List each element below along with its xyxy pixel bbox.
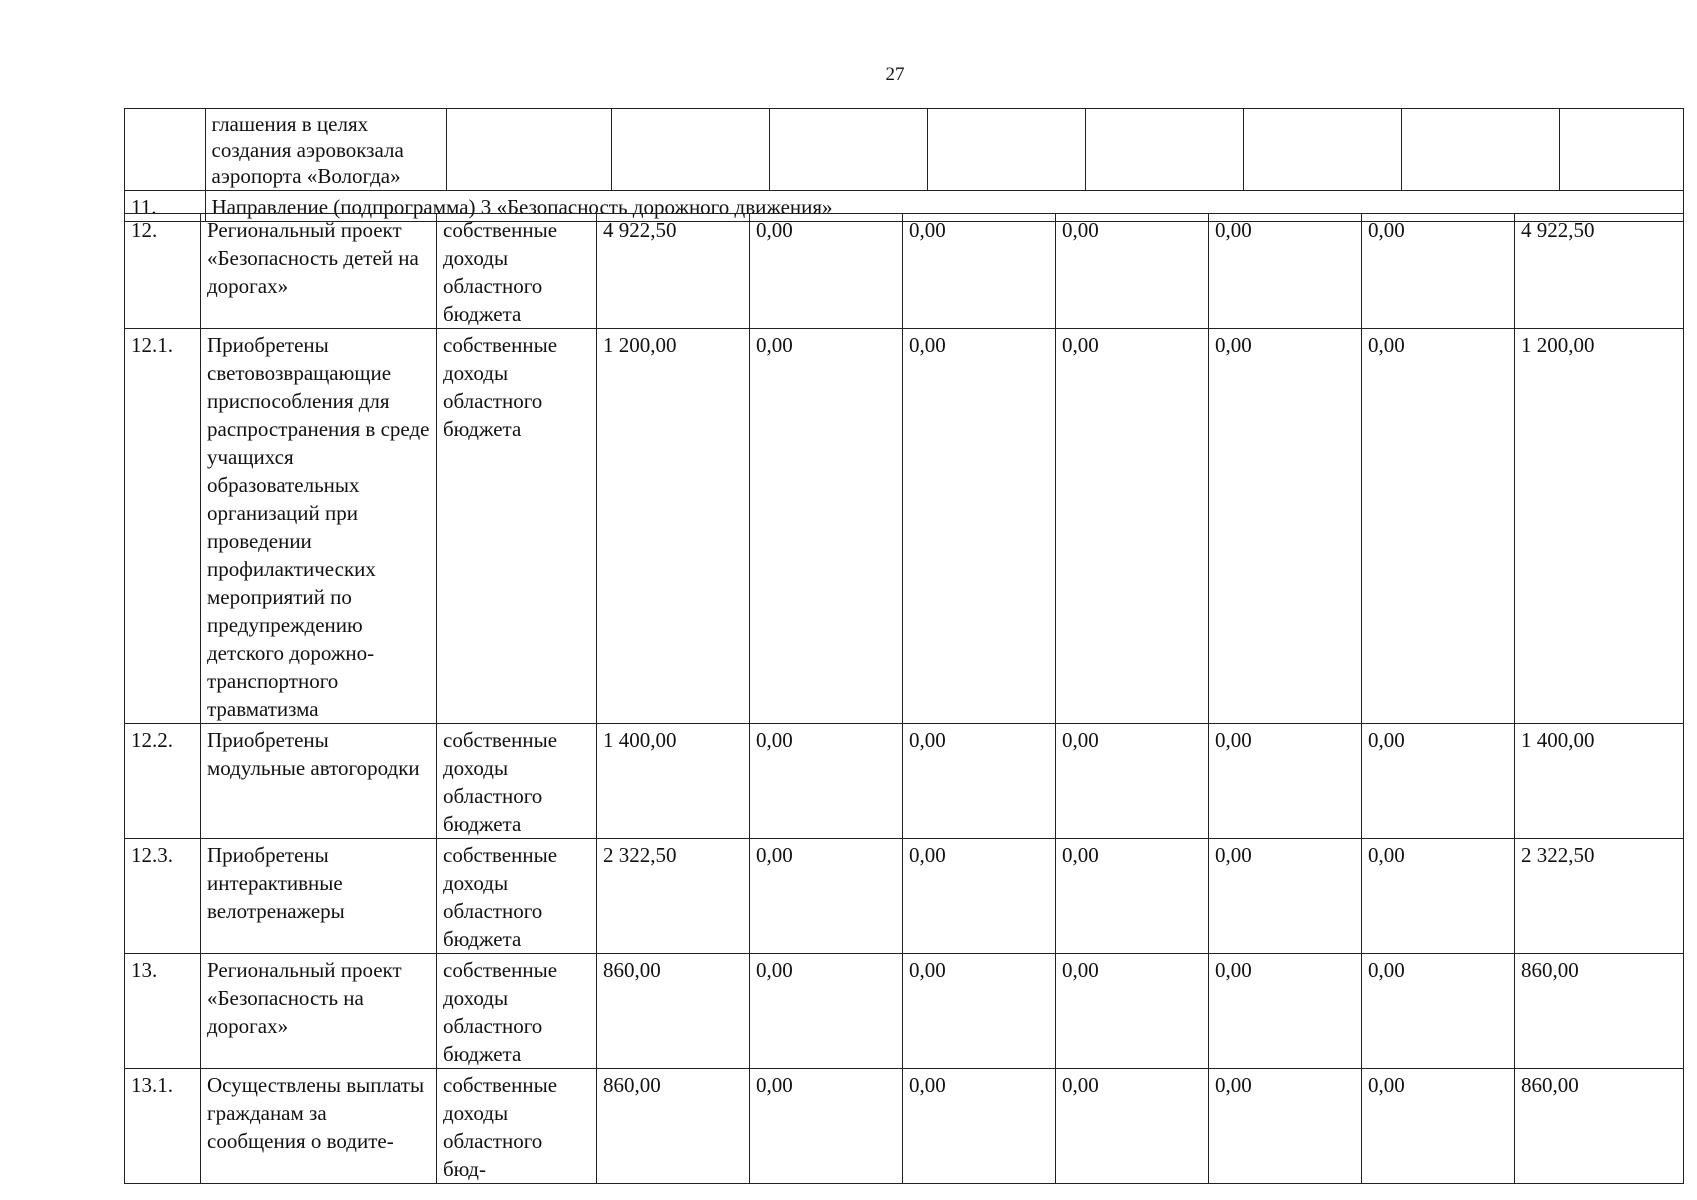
year-value: 0,00 [1362,1069,1515,1184]
total-value: 1 200,00 [1515,329,1684,724]
row-index [125,109,206,191]
year-value: 0,00 [903,1069,1056,1184]
year-value: 0,00 [1209,1069,1362,1184]
year-value: 0,00 [750,214,903,329]
year-value: 0,00 [903,214,1056,329]
funding-source: собственные доходы областного бюджета [437,724,597,839]
total-value: 860,00 [1515,954,1684,1069]
year-value: 0,00 [750,839,903,954]
value-cell [1402,109,1560,191]
row-name: Приобретены интерактивные велотренажеры [201,839,437,954]
row-name: Осуществлены выплаты гражданам за сообщения о водите- [201,1069,437,1184]
year-value: 0,00 [1362,214,1515,329]
year-value: 860,00 [597,954,750,1069]
value-cell [612,109,770,191]
funding-source: собственные доходы областного бюд- [437,1069,597,1184]
row-index: 13.1. [125,1069,201,1184]
year-value: 0,00 [903,724,1056,839]
year-value: 0,00 [903,954,1056,1069]
value-cell [1086,109,1244,191]
budget-table [124,108,1684,222]
row-index: 12.2. [125,724,201,839]
year-value: 0,00 [1362,329,1515,724]
total-value: 860,00 [1515,1069,1684,1184]
section-index: 11. [125,191,206,222]
funding-source: собственные доходы областного бюджета [437,839,597,954]
row-name: Региональный проект «Безопасность детей на дорогах» [201,214,437,329]
year-value: 0,00 [1362,839,1515,954]
year-value: 0,00 [1056,214,1209,329]
value-cell [770,109,928,191]
year-value: 0,00 [750,724,903,839]
row-name: Приобретены модульные автогородки [201,724,437,839]
page-number: 27 [885,64,905,85]
table-row [125,724,1684,839]
row-name: Приобретены световозвращающие приспособления для распространения в среде учащихся образовательных организаций при проведении профилактических мероприятий по предупреждению детского дорожно-транспортного травматизма [201,329,437,724]
year-value: 0,00 [1362,724,1515,839]
row-index: 12.3. [125,839,201,954]
year-value: 0,00 [1209,954,1362,1069]
year-value: 2 322,50 [597,839,750,954]
value-cell [1244,109,1402,191]
year-value: 1 400,00 [597,724,750,839]
year-value: 1 200,00 [597,329,750,724]
table-row [125,214,1684,329]
year-value: 0,00 [1209,724,1362,839]
table-row [125,954,1684,1069]
funding-source: собственные доходы областного бюджета [437,329,597,724]
row-index: 12.1. [125,329,201,724]
year-value: 860,00 [597,1069,750,1184]
total-value: 1 400,00 [1515,724,1684,839]
table-row [125,329,1684,724]
row-index: 12. [125,214,201,329]
row-index: 13. [125,954,201,1069]
budget-table-rows [124,213,1684,1184]
year-value: 0,00 [1056,1069,1209,1184]
year-value: 0,00 [1209,329,1362,724]
year-value: 0,00 [1209,214,1362,329]
year-value: 0,00 [750,329,903,724]
year-value: 0,00 [1209,839,1362,954]
year-value: 0,00 [1362,954,1515,1069]
row-name: Региональный проект «Безопасность на дорогах» [201,954,437,1069]
year-value: 0,00 [1056,329,1209,724]
continuation-row [125,109,1684,191]
funding-source: собственные доходы областного бюджета [437,214,597,329]
year-value: 0,00 [750,1069,903,1184]
value-cell [928,109,1086,191]
year-value: 0,00 [903,329,1056,724]
year-value: 0,00 [1056,724,1209,839]
value-cell [447,109,612,191]
table-row [125,1069,1684,1184]
table-row [125,839,1684,954]
funding-source: собственные доходы областного бюджета [437,954,597,1069]
year-value: 0,00 [750,954,903,1069]
year-value: 0,00 [1056,839,1209,954]
total-value: 2 322,50 [1515,839,1684,954]
row-name: глашения в целях создания аэровокзала аэропорта «Вологда» [205,109,447,191]
section-title: Направление (подпрограмма) 3 «Безопасность дорожного движения» [205,191,1683,222]
year-value: 0,00 [903,839,1056,954]
year-value: 4 922,50 [597,214,750,329]
total-value: 4 922,50 [1515,214,1684,329]
value-cell [1560,109,1684,191]
year-value: 0,00 [1056,954,1209,1069]
